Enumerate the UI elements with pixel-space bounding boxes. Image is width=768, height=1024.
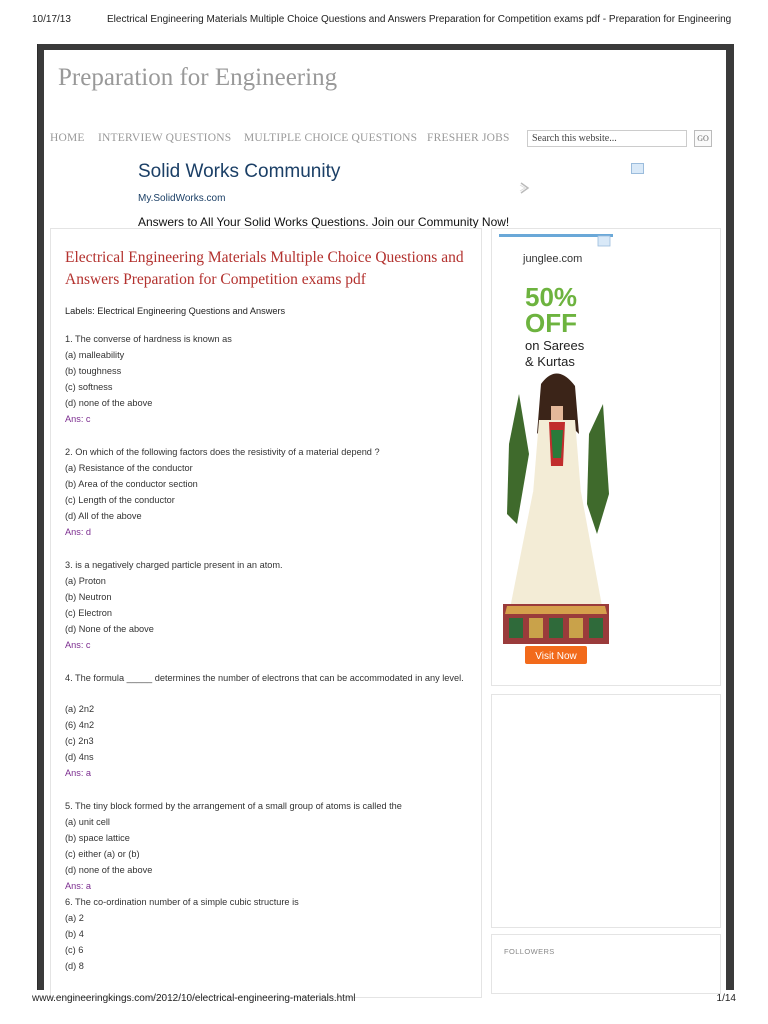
ad-line2: & Kurtas (525, 354, 575, 369)
option-line: (a) 2n2 (65, 704, 95, 714)
search-input[interactable]: Search this website... (527, 130, 687, 147)
print-footer (0, 990, 768, 1010)
question-line: 6. The co-ordination number of a simple cubic structure is (65, 897, 299, 907)
ad-url[interactable]: My.SolidWorks.com (138, 193, 226, 204)
print-page-title: Electrical Engineering Materials Multiple Choice Questions and Answers Preparation for Competition exams pdf - Preparation for Engineering (107, 14, 732, 25)
question-line: 5. The tiny block formed by the arrangement of a small group of atoms is called the (65, 801, 402, 811)
print-page-number: 1/14 (716, 993, 736, 1004)
top-ad[interactable] (138, 158, 658, 230)
option-line: (a) unit cell (65, 817, 110, 827)
option-line: (d) none of the above (65, 865, 153, 875)
sidebar-ad-graphic (499, 234, 613, 674)
sidebar-ad[interactable] (499, 234, 613, 674)
sidebar-widget-empty (491, 694, 721, 928)
followers-heading: FOLLOWERS (504, 947, 555, 956)
option-line: (b) 4 (65, 929, 84, 939)
answer-line: Ans: a (65, 881, 92, 891)
option-line: (a) 2 (65, 913, 84, 923)
labels-prefix: Labels: (65, 306, 95, 316)
option-line: (d) none of the above (65, 398, 153, 408)
option-line: (d) All of the above (65, 511, 142, 521)
nav-item-interview-questions[interactable]: INTERVIEW QUESTIONS (98, 132, 232, 144)
question-line: 1. The converse of hardness is known as (65, 334, 232, 344)
blog-page (44, 50, 726, 990)
nav-item-fresher-jobs[interactable]: FRESHER JOBS (427, 132, 510, 144)
ad-title[interactable]: Solid Works Community (138, 161, 341, 182)
option-line: (b) toughness (65, 366, 122, 376)
adchoices-icon (598, 236, 610, 246)
post-title[interactable]: Electrical Engineering Materials Multiple Choice Questions and Answers Preparation for Competition exams pdf (65, 249, 464, 288)
chevron-right-icon[interactable] (519, 182, 531, 194)
answer-line: Ans: a (65, 768, 92, 778)
nav-item-multiple-choice-questions[interactable]: MULTIPLE CHOICE QUESTIONS (244, 132, 418, 144)
sidebar-followers-widget (491, 934, 721, 994)
ad-off: OFF (525, 308, 577, 338)
question-line: 3. is a negatively charged particle present in an atom. (65, 560, 283, 570)
ad-text: Answers to All Your Solid Works Questions. Join our Community Now! (138, 215, 510, 229)
option-line: (d) 8 (65, 961, 84, 971)
option-line: (d) 4ns (65, 752, 94, 762)
nav-item-home[interactable]: HOME (50, 132, 85, 144)
answer-line: Ans: c (65, 640, 91, 650)
question-line: 4. The formula _____ determines the number of electrons that can be accommodated in any level. (65, 673, 464, 683)
search-go-button[interactable]: GO (694, 130, 712, 147)
question-line: 2. On which of the following factors does the resistivity of a material depend ? (65, 447, 380, 457)
adchoices-icon[interactable] (631, 163, 644, 174)
option-line: (b) space lattice (65, 833, 130, 843)
visit-now-label: Visit Now (535, 651, 577, 662)
ad-line1: on Sarees (525, 338, 585, 353)
answer-line: Ans: c (65, 414, 91, 424)
option-line: (c) Electron (65, 608, 112, 618)
post-container (50, 228, 482, 998)
label-link[interactable]: Electrical Engineering Questions and Answers (97, 306, 286, 316)
ad-offer: 50% (525, 282, 578, 312)
option-line: (b) Neutron (65, 592, 112, 602)
option-line: (d) None of the above (65, 624, 154, 634)
ad-brand: junglee.com (523, 253, 583, 265)
option-line: (c) Length of the conductor (65, 495, 175, 505)
option-line: (b) Area of the conductor section (65, 479, 198, 489)
post-labels (65, 306, 285, 316)
option-line: (c) 6 (65, 945, 84, 955)
option-line: (a) Proton (65, 576, 106, 586)
option-line: (c) 2n3 (65, 736, 94, 746)
option-line: (a) Resistance of the conductor (65, 463, 193, 473)
option-line: (c) either (a) or (b) (65, 849, 140, 859)
option-line: (a) malleability (65, 350, 125, 360)
answer-line: Ans: d (65, 527, 92, 537)
blog-title[interactable]: Preparation for Engineering (58, 64, 338, 91)
option-line: (c) softness (65, 382, 113, 392)
print-url: www.engineeringkings.com/2012/10/electrical-engineering-materials.html (32, 993, 356, 1004)
print-date: 10/17/13 (32, 14, 71, 25)
print-header (0, 14, 768, 34)
option-line: (6) 4n2 (65, 720, 95, 730)
